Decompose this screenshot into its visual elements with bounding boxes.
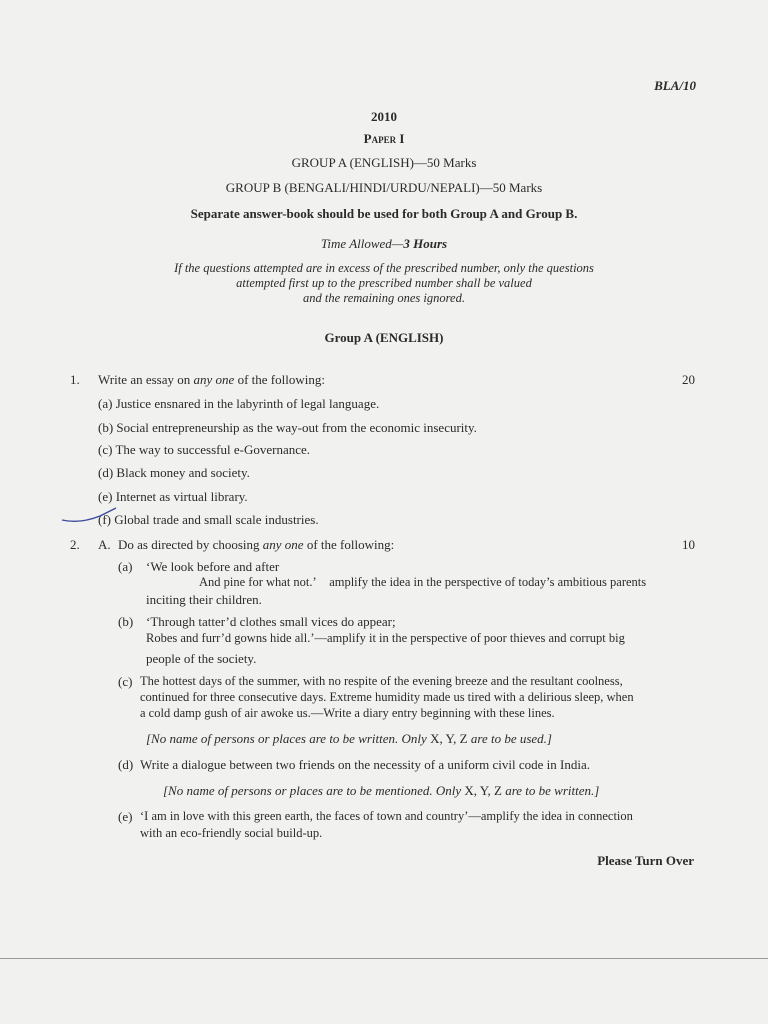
question-1-stem: Write an essay on any one of the following: (98, 372, 325, 387)
q2-c-label: (c) (118, 674, 133, 689)
group-b-heading: GROUP B (BENGALI/HINDI/URDU/NEPALI)—50 Marks (225, 180, 543, 195)
q1-option-c: (c) The way to successful e-Governance. (98, 442, 311, 457)
q2-d-note: [No name of persons or places are to be mentioned. Only X, Y, Z are to be written.] (163, 783, 600, 798)
question-2-number: 2. (70, 537, 80, 552)
q1-option-d: (d) Black money and society. (98, 465, 250, 480)
time-allowed-label: Time Allowed— (320, 236, 404, 251)
time-allowed-value: 3 Hours (403, 236, 448, 251)
question-2-stem: Do as directed by choosing any one of the following: (118, 537, 395, 552)
q2-b-label: (b) (118, 614, 134, 629)
question-1-number: 1. (70, 372, 80, 387)
instruction-line-1: If the questions attempted are in excess of the prescribed number, only the questions (174, 261, 594, 275)
q2-a-line-2: And pine for what not.’ amplify the idea in the perspective of today’s ambitious parents (199, 575, 647, 589)
paper-number: Paper I (363, 131, 405, 146)
q2-b-line-3: people of the society. (146, 651, 257, 666)
q2-c-line-3: a cold damp gush of air awoke us.—Write a diary entry beginning with these lines. (140, 706, 555, 720)
q2-e-label: (e) (118, 809, 133, 824)
q1-option-b: (b) Social entrepreneurship as the way-out from the economic insecurity. (98, 420, 477, 435)
section-title: Group A (ENGLISH) (324, 330, 444, 345)
q2-d-label: (d) (118, 757, 134, 772)
paper-code: BLA/10 (654, 78, 696, 93)
pen-tick-mark-icon (60, 506, 120, 528)
q2-e-line-1: ‘I am in love with this green earth, the faces of town and country’—amplify the idea in connection (140, 809, 633, 823)
question-2-marks: 10 (682, 537, 695, 552)
q2-a-line-1: ‘We look before and after (146, 559, 280, 574)
instruction-line-2: attempted first up to the prescribed number shall be valued (236, 276, 532, 290)
q2-e-line-2: with an eco-friendly social build-up. (140, 826, 323, 840)
q2-a-label: (a) (118, 559, 133, 574)
question-2-part: A. (98, 537, 111, 552)
instruction-line-3: and the remaining ones ignored. (303, 291, 465, 305)
time-allowed (0, 236, 768, 252)
group-a-heading: GROUP A (ENGLISH)—50 Marks (291, 155, 477, 170)
q2-b-line-1: ‘Through tatter’d clothes small vices do appear; (146, 614, 396, 629)
q2-c-line-2: continued for three consecutive days. Extreme humidity made us tired with a delirious sleep, when (140, 690, 634, 704)
q1-option-e: (e) Internet as virtual library. (98, 489, 248, 504)
q2-b-line-2: Robes and furr’d gowns hide all.’—amplify it in the perspective of poor thieves and corrupt big (146, 631, 625, 645)
page-edge-divider (0, 958, 768, 959)
q2-a-line-3: inciting their children. (146, 592, 262, 607)
please-turn-over: Please Turn Over (597, 853, 694, 868)
q2-c-note: [No name of persons or places are to be written. Only X, Y, Z are to be used.] (146, 731, 552, 746)
q2-d-line-1: Write a dialogue between two friends on the necessity of a uniform civil code in India. (140, 757, 590, 772)
q1-option-a: (a) Justice ensnared in the labyrinth of legal language. (98, 396, 380, 411)
separate-answer-book-note: Separate answer-book should be used for both Group A and Group B. (190, 206, 578, 221)
question-1-marks: 20 (682, 372, 695, 387)
exam-year: 2010 (371, 109, 397, 124)
q1-option-f: (f) Global trade and small scale industries. (98, 512, 319, 527)
q2-c-line-1: The hottest days of the summer, with no respite of the evening breeze and the resultant coolness, (140, 674, 623, 688)
